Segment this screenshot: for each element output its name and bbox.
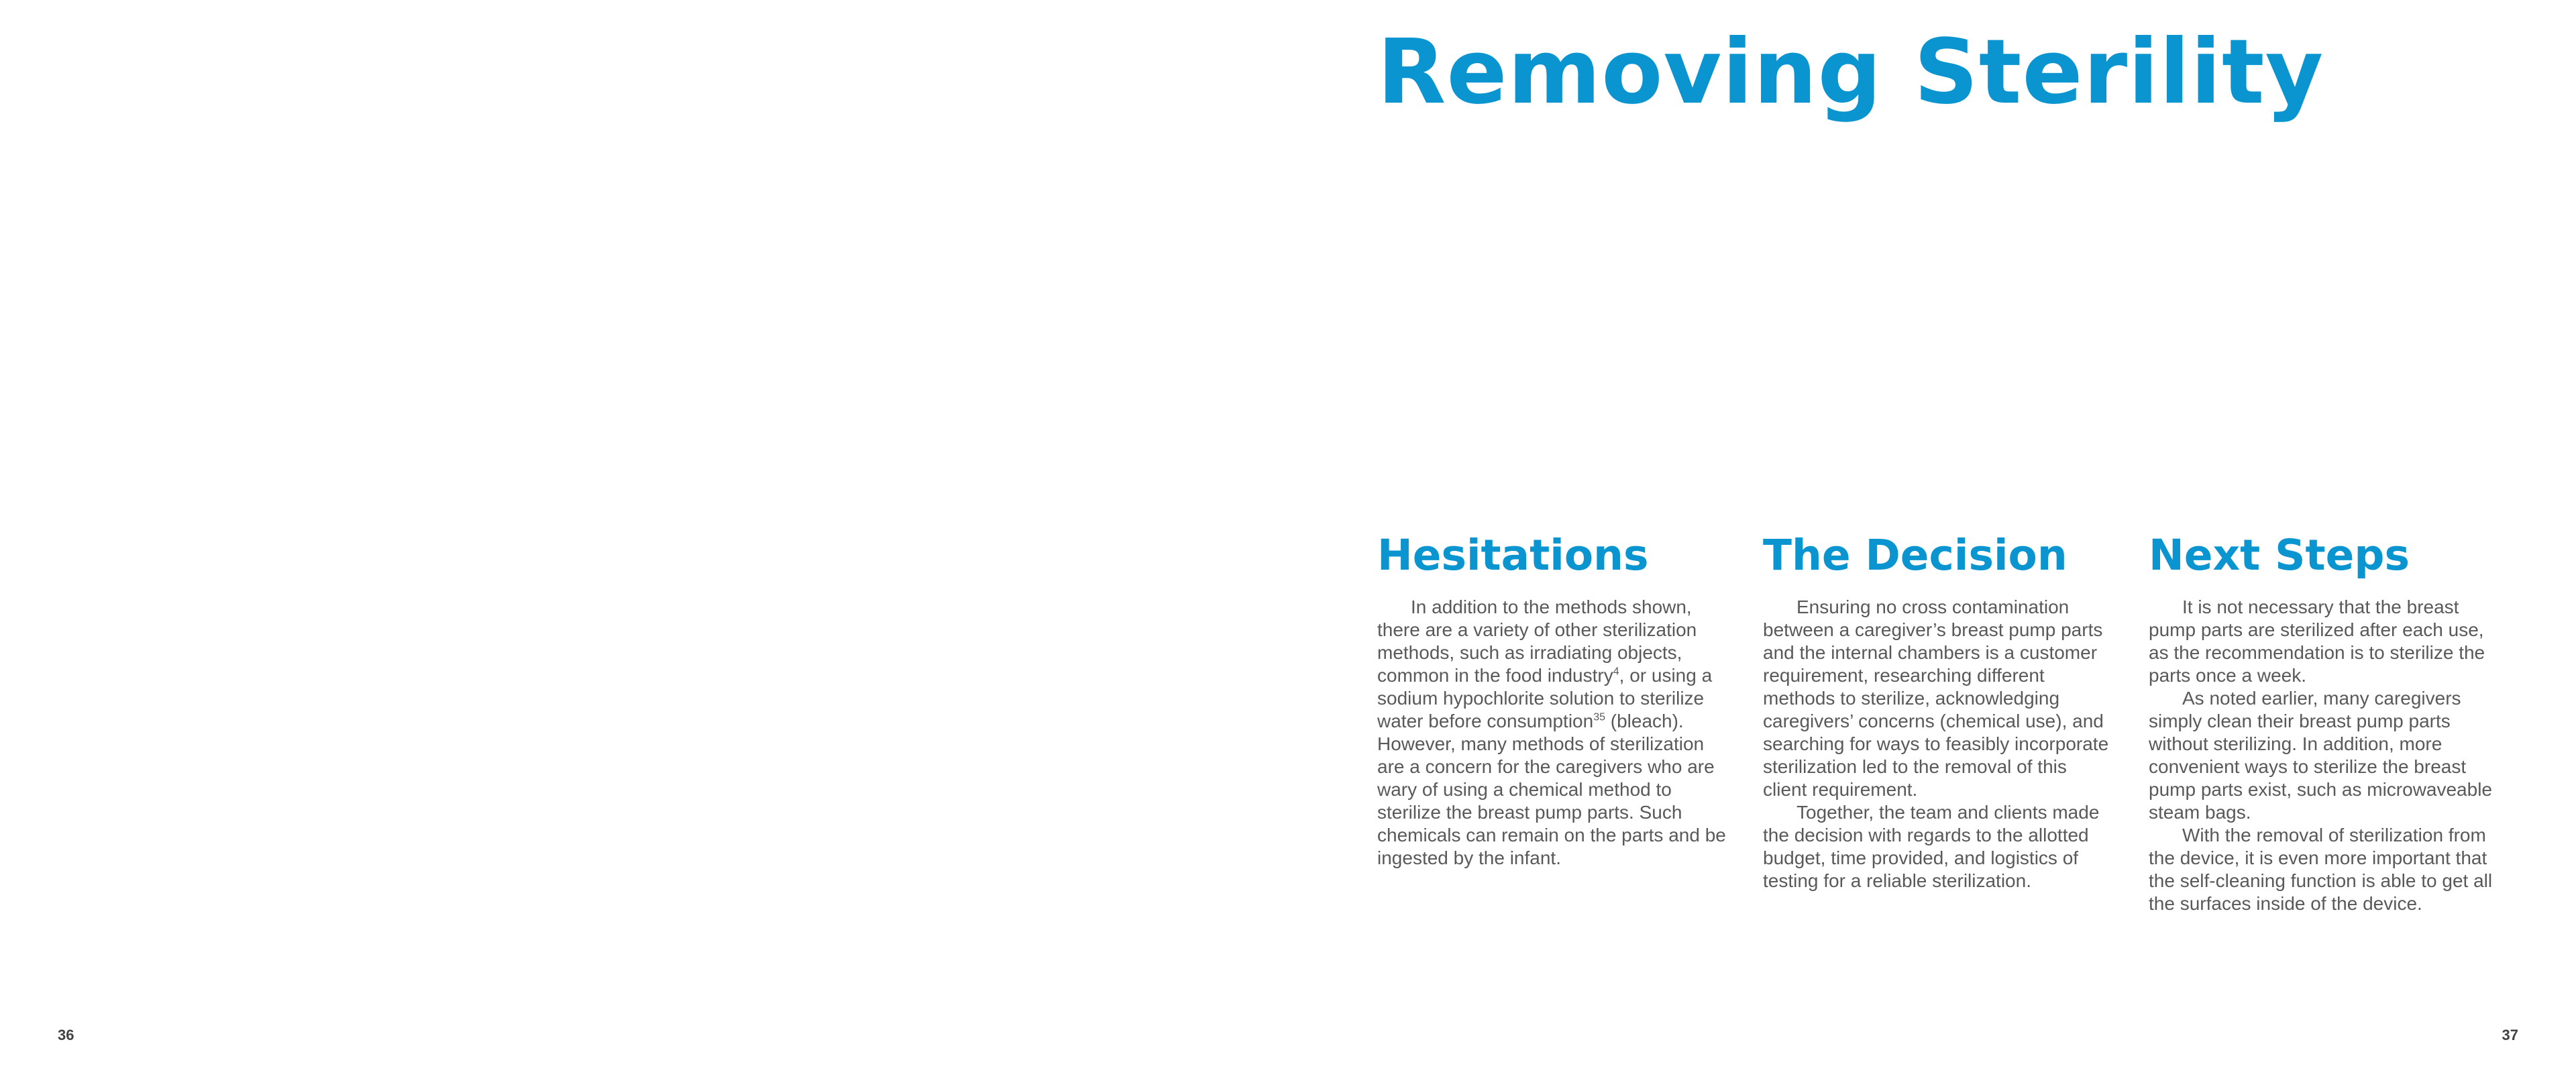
page-title: Removing Sterility [1377,21,2324,124]
body-paragraph [1763,801,2112,892]
footnote-reference: 35 [1593,711,1605,723]
paragraph-text: In addition to the methods shown, there are a variety of other sterilization methods, such as irradiating objects, common in the food industry [1377,597,1697,686]
page-number-left: 36 [58,1027,74,1043]
right-page [1288,0,2576,1085]
paragraph-text: (bleach). However, many methods of sterilization are a concern for the caregivers who are wary of using a chemical method to sterilize the breast pump parts. Such chemicals can remain on the parts and be ingested by the infant. [1377,711,1726,868]
column-next-steps [2149,531,2498,915]
column-heading: Next Steps [2149,531,2410,580]
body-paragraph [1763,596,2112,801]
column-body [1377,596,1726,870]
column-heading: The Decision [1763,531,2068,580]
page-number-right: 37 [2502,1027,2518,1043]
paragraph-text: It is not necessary that the breast pump parts are sterilized after each use, as the recommendation is to sterilize the parts once a week. [2149,597,2485,686]
column-body [1763,596,2112,892]
footnote-reference: 4 [1613,666,1619,678]
column-the-decision [1763,531,2112,892]
column-heading: Hesitations [1377,531,1649,580]
body-paragraph [2149,687,2498,824]
column-hesitations [1377,531,1726,870]
body-paragraph [2149,824,2498,915]
body-paragraph [2149,596,2498,687]
paragraph-text: As noted earlier, many caregivers simply clean their breast pump parts without sterilizing. In addition, more convenient ways to sterilize the breast pump parts exist, such as microwaveable steam bags. [2149,688,2492,823]
body-paragraph [1377,596,1726,870]
paragraph-text: Ensuring no cross contamination between a caregiver’s breast pump parts and the internal chambers is a customer requirement, researching different methods to sterilize, acknowledging caregivers’ concerns (chemical use), and searching for ways to feasibly incorporate sterilization led to the removal of this client requirement. [1763,597,2109,800]
paragraph-text: Together, the team and clients made the decision with regards to the allotted budget, time provided, and logistics of testing for a reliable sterilization. [1763,802,2100,891]
column-body [2149,596,2498,915]
paragraph-text: With the removal of sterilization from the device, it is even more important that the self-cleaning function is able to get all the surfaces inside of the device. [2149,825,2493,914]
paragraph-text: , or using a sodium hypochlorite solution to sterilize water before consumption [1377,665,1713,731]
